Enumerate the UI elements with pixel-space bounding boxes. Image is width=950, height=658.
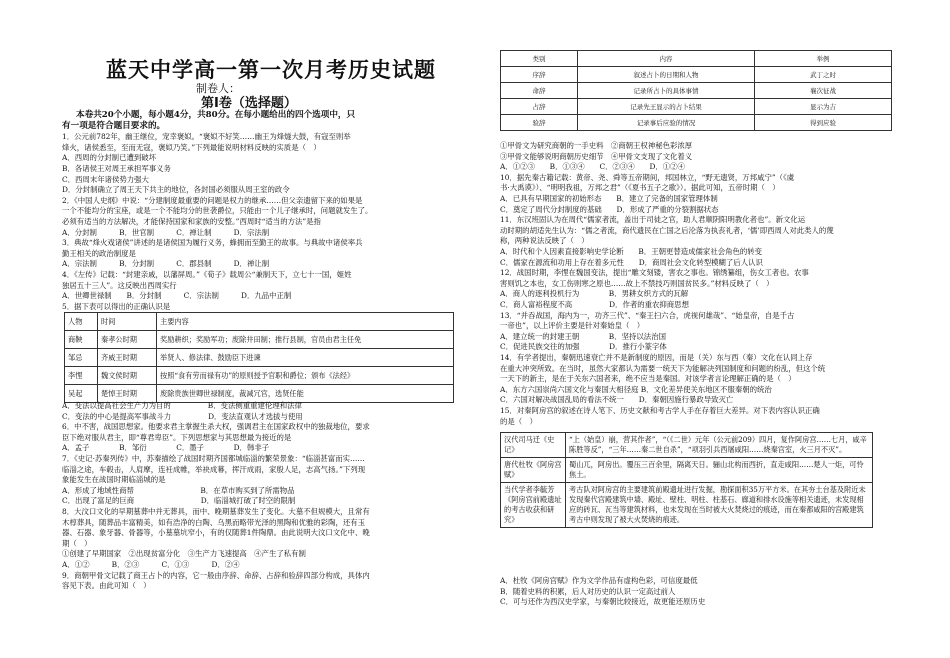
text-line: A．西周的分封制已遭到破坏 <box>62 153 157 163</box>
table-cell: 废除贵族世卿世禄制度，裁减冗官，选贤任能 <box>157 385 454 403</box>
table-row <box>501 115 892 131</box>
text-line: 容见下表。由此可知（ ） <box>62 581 151 591</box>
text-line: 1．公元前782年，幽王继位，宠幸褒姒。“褒姒不好笑……幽王为烽燧大鼓，有寇至则举 <box>62 132 351 142</box>
text-line: 有一项是符合题目要求的。 <box>62 120 166 131</box>
table-cell: 人物 <box>65 313 98 331</box>
text-line: C．儒家在源流和功用上存在着多元性 D．商周社会文化转型模糊了后人认识 <box>500 257 763 267</box>
table-cell: 秦孝公时期 <box>98 331 157 349</box>
table-cell: 考古队对阿房宫的主要建筑前殿遗址进行发掘，勘探面积35万平方米。在其夯土台基及附近未发现秦代宫殿建筑中墙、殿址、壁柱、明柱、柱基石、廊道和排水设施等相关遗迹，未发现相应的砖瓦、瓦当等建筑材料，也未发现在当时被大火焚烧过的痕迹，而在秦都咸阳的宫殿建筑考古中则发现了被大火焚烧的痕迹。 <box>566 483 873 528</box>
table-cell: 齐威王时期 <box>98 349 157 367</box>
text-line: 臣下绝对服从君主，即“尊君卑臣”。下列思想家与其思想最为接近的是 <box>62 432 292 442</box>
table-cell: 占辞 <box>501 99 578 115</box>
table-cell: 记录事后应验的情况 <box>578 115 755 131</box>
text-line: 一天下的新主，是在于关东六国者来，绝不应当是秦国。对该学者言论理解正确的是（ ） <box>500 374 796 384</box>
table-row <box>65 349 454 367</box>
text-line: A．杜牧《阿房宫赋》作为文学作品有虚构色彩，可信度最低 <box>500 576 698 585</box>
table-row <box>65 331 454 349</box>
table-cell: “上（始皇）崩，营其作者”，“（《二世）元年（公元前209）四月，复作阿房宫……七月，咸辛陈胜等反”，“三年……秦二世自杀”，“项羽引兵西屠咸阳……烧秦宫室，火三月不灭”。 <box>566 433 873 458</box>
text-line: C．变法的中心是提高军事战斗力 D．变法直观认才选拔与使用 <box>62 411 303 421</box>
text-line: 象能发生在战国时期临淄城的是 <box>62 475 166 485</box>
text-line: 烽火，诸侯悉至，至而无寇，褒姒乃笑。”下列最能说明材料反映的实质是（ ） <box>62 142 321 152</box>
table-cell: 主要内容 <box>157 313 454 331</box>
table-cell: 吴起 <box>65 385 98 403</box>
text-line: A．世卿世禄制 B．分封制 C．宗法制 D．九品中正制 <box>62 291 292 301</box>
text-line: C．可与还作为西汉史学家，与秦朝比较接近，故更能还原历史 <box>500 597 706 607</box>
table-row <box>501 99 892 115</box>
table-row <box>501 83 892 99</box>
text-line: D．分封制确立了周王天下共主的地位，各封国必须服从周王室的政令 <box>62 185 290 195</box>
text-line: 书·大禹谟》）、“明明我祖，万邦之君”（《夏书五子之歌》）。据此可知，五帝时期（ ） <box>500 183 780 193</box>
text-line: 独居五十三人”。这反映出西周实行 <box>62 280 177 290</box>
table-row <box>501 51 892 67</box>
table-cell: 命辞 <box>501 83 578 99</box>
text-line: 勤王相关的政治制度是 <box>62 248 136 258</box>
text-line: C．六国对解决战国乱局的看法不统一 D．秦朝因施行暴政导致灭亡 <box>500 395 734 405</box>
text-line: A．东方六国崇尚六国文化与秦国大相径庭 B．文化差异使关东地区不服秦朝的统治 <box>500 384 772 394</box>
table-cell: 楚悼王时期 <box>98 385 157 403</box>
text-line: 期（ ） <box>62 538 92 548</box>
table-row <box>501 458 873 483</box>
table-row <box>65 313 454 331</box>
table-cell: 记录先王显示的占卜结果 <box>578 99 755 115</box>
text-line: 7．《史记·苏秦列传》中，苏秦描绘了战国时期齐国都城临淄的繁荣景象：“临淄甚富而实…… <box>62 454 365 463</box>
table-cell: 显示为吉 <box>755 99 892 115</box>
text-line: 木椁葬具，随葬品丰富精美，如有浩净的白陶、乌黑而略带光泽的黑陶和优雅的彩陶，还有玉 <box>62 517 366 527</box>
text-line: 一个不能均分的宝座，或是一个不能均分的世袭爵位，只能由一个儿子继承时，问题就发生了。 <box>62 206 373 216</box>
text-line: 临淄之途，车毂击，人肩摩，连衽成帷，举袂成幕，挥汗成雨，家殷人足，志高气扬。”下列现 <box>62 464 366 474</box>
text-line: ①甲骨文为研究商朝的一手史料 ②商朝王权神秘色彩浓厚 <box>500 141 693 150</box>
table-cell: 汉代司马迁《史记》 <box>501 433 566 458</box>
text-line: 8．大汶口文化的早期墓葬中并无葬具，而中、晚期墓葬发生了变化。大墓不但规模大，且常有 <box>62 507 370 516</box>
table-cell: 叙述占卜的日期和人物 <box>578 67 755 83</box>
table-cell: 记录所占卜的具体事情 <box>578 83 755 99</box>
text-line: C．商人富裕程度不高 D．作者的重农抑商思想 <box>500 300 689 309</box>
text-line: A．孟子 B．邹衍 C．墨子 D．韩非子 <box>62 443 270 453</box>
text-line: 的是（ ） <box>500 416 537 426</box>
text-line: ①创建了早期国家 ②出现贫富分化 ③生产力飞速提高 ④产生了私有制 <box>62 549 306 559</box>
text-line: A．变法以提高社会生产力为目的 B．变法侧重重建伦理和法律 <box>62 401 302 410</box>
text-line: 9．商朝甲骨文记载了商王占卜的内容，它一般由序辞、命辞、占辞和验辞四部分构成，具体内 <box>62 570 370 580</box>
table-cell: 邹忌 <box>65 349 98 367</box>
table-cell: 按照“食有劳而禄有功”的原则授予官职和爵位；颁布《法经》 <box>157 367 454 385</box>
table-cell: 类别 <box>501 51 578 67</box>
text-line: A．宗法制 B．分封制 C．郡县制 D．禅让制 <box>62 259 270 269</box>
table-cell: 内容 <box>578 51 755 67</box>
text-line: 在重大冲突所致。在当时，虽然大家都认为需要一统天下为能解决列国制度和问题的纷乱，但这个统 <box>500 363 826 373</box>
text-line: 器、石器、象牙器、骨器等，小墓墓坑窄小，有的仅随葬1件陶鼎。由此说明大汶口文化中、晚 <box>62 528 370 538</box>
part-heading: 第Ⅰ卷（选择题） <box>201 96 297 111</box>
table-cell: 举贤人、修法律、鼓励臣下进谏 <box>157 349 454 367</box>
text-line: B．各诸侯王对周王承担军事义务 <box>62 164 171 173</box>
text-line: A．商人的逐利投机行为 B．男耕女织方式的瓦解 <box>500 289 689 299</box>
text-line: A．已具有早期国家的初始形态 B．建立了完备的国家管理体制 <box>500 194 718 203</box>
table-cell: 蜀山兀，阿房出。覆压三百余里，隔离天日。骊山北构而西折，直走咸阳……楚人一炬，可怜焦土。 <box>566 458 873 483</box>
text-line: A．形成了地域性商帮 B．在草市购买到了所需物品 <box>62 485 295 495</box>
text-line: 14．有学者提出，秦朝迅速衰亡并不是新制度的原因，而是（关）东与西（秦）文化在认同上存 <box>500 353 813 362</box>
table-row <box>501 433 873 458</box>
text-line: ③甲骨文能够说明商朝历史细节 ④甲骨文支现了文化着义 <box>500 151 693 161</box>
table-cell: 唐代杜牧《阿房宫赋》 <box>501 458 566 483</box>
text-line: A．①② B．②③ C．①③ D．②④ <box>62 560 240 569</box>
text-line: A．建立统一的封建王朝 B．坚持以法治国 <box>500 331 666 341</box>
text-line: 称，两种说法反映了（ ） <box>500 236 589 246</box>
table-cell: 武丁之时 <box>755 67 892 83</box>
text-line: B．随着史料的积累，后人对历史的认识一定高过前人 <box>500 586 676 596</box>
text-line: 必须有适当的方法解决，才能保持国家和家族的安整。”西周时“适当的方法”是指 <box>62 217 321 226</box>
text-line: 本卷共20个小题，每小题4分，共80分。在每小题给出的四个选项中，只 <box>76 110 356 120</box>
text-line: C．促进民族交往的加强 D．推行小篆字体 <box>500 342 667 352</box>
text-line: A．分封制 B．世官制 C．禅让制 D．宗法制 <box>62 227 270 237</box>
text-line: 10．据先秦古籍记载：黄帝、尧、舜等五帝期间，邦国林立，“野无遗贤，万邦咸宁”（《虞 <box>500 172 795 182</box>
data-table <box>500 50 892 131</box>
text-line: 动时期的胡适先生认为：“儒之者流，商代遗民在亡国之后沦落为执丧礼者，‘儒’即西周人对此类人的蔑 <box>500 225 834 235</box>
page-title: 蓝天中学高一第一次月考历史试题 <box>106 58 436 82</box>
text-line: 4．《左传》记载：“封建亲戚，以藩屏周。”《荀子》载周公“兼制天下，立七十一国，姬姓 <box>62 270 352 279</box>
text-line: 3．典故“烽火戏诸侯”讲述的是诸侯国为履行义务，蜂拥而至勤王的故事。与典故中诸侯率兵 <box>62 238 363 248</box>
data-table <box>500 432 873 528</box>
table-cell: 奖励耕织；奖励军功；废除井田制；推行县制，官员由君主任免 <box>157 331 454 349</box>
table-cell: 时间 <box>98 313 157 331</box>
text-line: 5．据下表可以得出的正确认识是 <box>62 301 171 311</box>
table-cell: 举例 <box>755 51 892 67</box>
table-cell: 襄次征战 <box>755 83 892 99</box>
table-cell: 当代学者李毓芳《阿房宫前殿遗址的考古收获和研究》 <box>501 483 566 528</box>
data-table <box>64 312 454 403</box>
table-cell: 商鞅 <box>65 331 98 349</box>
text-line: A．①②③ B．①③④ C．②③④ D．①②④ <box>500 162 685 172</box>
table-row <box>501 483 873 528</box>
text-line: 12．战国时期，李悝在魏国变法，提出“雕文刻镂，害农之事也。锦绣纂组，伤女工者也。农事 <box>500 268 809 278</box>
text-line: C．西周末年诸侯势力强大 <box>62 174 149 184</box>
text-line: 15．对秦阿房宫的叙述在诗人笔下、历史文献和考古学人手在存着巨大差异。对下表内容认识正确 <box>500 406 820 415</box>
text-line: 害则饥之本也，女工伤则寒之原也……故上不禁技巧则国贫民多。”材料反映了（ ） <box>500 278 774 288</box>
table-row <box>501 67 892 83</box>
table-cell: 魏文侯时期 <box>98 367 157 385</box>
text-line: C．奠定了周代分封制度的基础 D．形成了严重的分裂割据状态 <box>500 204 719 214</box>
text-line: 13．“并吞战国，海内为一，功齐三代”、“秦王扫六合，虎视何雄哉”、“始皇帝，自是千古 <box>500 310 795 320</box>
table-row <box>65 367 454 385</box>
table-cell: 序辞 <box>501 67 578 83</box>
text-line: A．时代和个人因素直接影响史学论断 B．王朝更替造成儒家社会角色的转变 <box>500 247 763 256</box>
text-line: 2．《中国人史纲》中说：“分建制度最重要的问题是权力的继承……但父亲遗留下来的如果是 <box>62 195 363 205</box>
table-cell: 验辞 <box>501 115 578 131</box>
text-line: 一帝也”，以上评价主要是针对秦始皇（ ） <box>500 321 645 331</box>
text-line: 6．中不害，战国思想家。他要求君主掌握生杀大权，强调君主在国家政权中的独裁地位，要求 <box>62 422 370 432</box>
table-cell: 得到应验 <box>755 115 892 131</box>
text-line: 11．东汉班固认为在周代“儒家者流，盖出于司徒之官，助人君顺阴阳明教化者也”。新文化运 <box>500 215 806 225</box>
text-line: C．出现了富足的巨商 D．临淄城打破了时空的限制 <box>62 496 296 506</box>
author-label: 制卷人： <box>196 82 240 95</box>
table-cell: 李悝 <box>65 367 98 385</box>
